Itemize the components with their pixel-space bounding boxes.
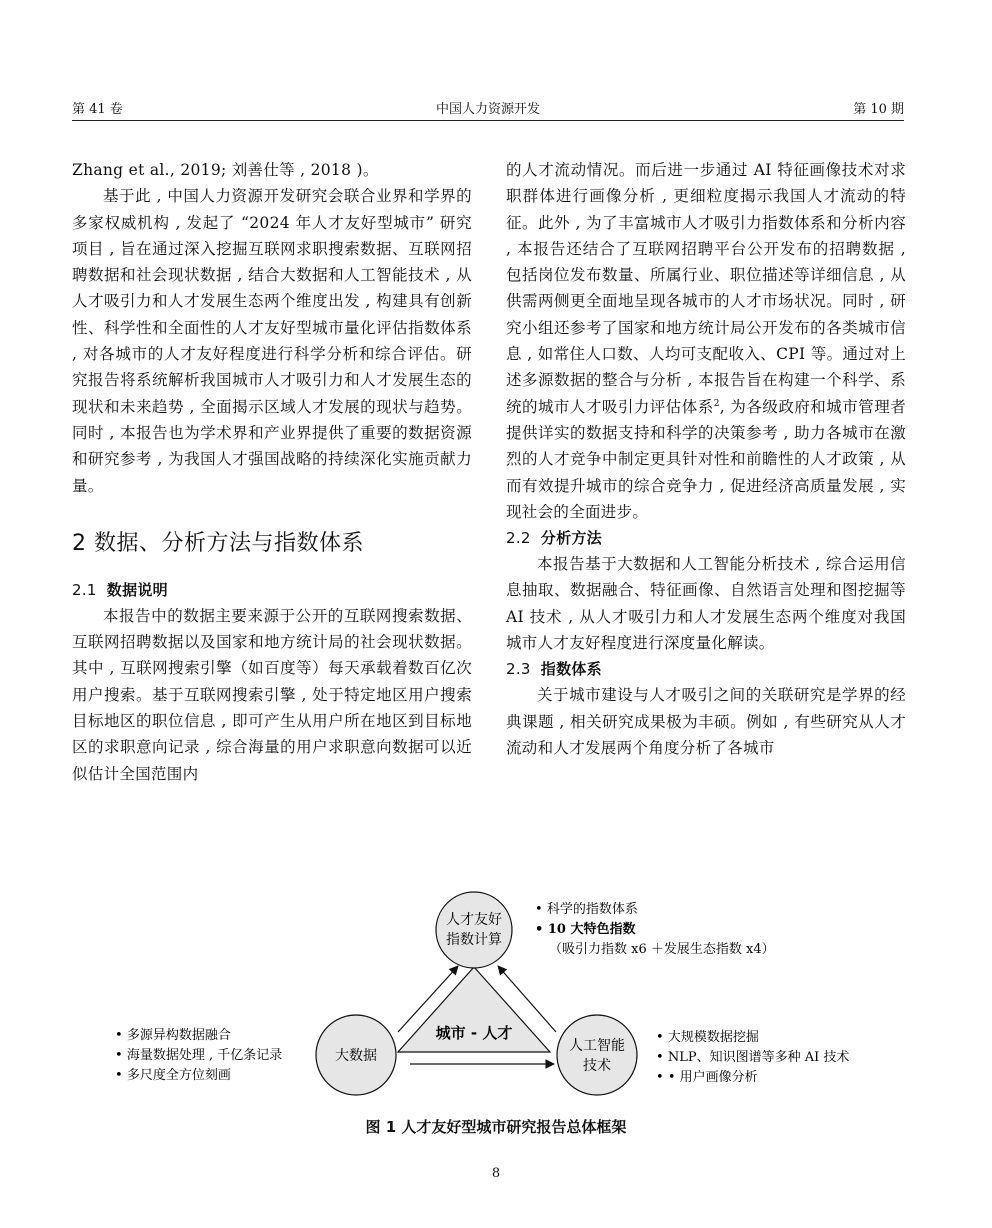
top-bullet-2: • 10 大特色指数: [535, 922, 636, 937]
subsection-number: 2.3: [506, 660, 531, 679]
subsection-title: 分析方法: [540, 529, 602, 548]
paragraph-data-continued: [506, 157, 906, 525]
volume-label: 第 41 卷: [72, 102, 123, 117]
page-number: 8: [491, 1166, 501, 1181]
node-index-calc-line1: 人才友好: [446, 912, 502, 928]
node-ai-line1: 人工智能: [569, 1038, 625, 1054]
subsection-title: 数据说明: [106, 580, 168, 599]
framework-diagram: [0, 860, 992, 1150]
node-big-data-label: 大数据: [335, 1048, 377, 1064]
subsection-number: 2.2: [506, 529, 531, 548]
paragraph-analysis-method: 本报告基于大数据和人工智能分析技术 , 综合运用信息抽取、数据融合、特征画像、自然语言处理和图挖掘等 AI 技术 , 从人才吸引力和人才发展生态两个维度对我国城市人才友好程度进行深度量化解读。: [506, 555, 906, 653]
subsection-2-2-heading: [506, 525, 906, 551]
paragraph-citation-tail: Zhang et al., 2019; 刘善仕等 , 2018 )。: [72, 161, 379, 179]
node-index-calc-line2: 指数计算: [446, 932, 502, 948]
paragraph-project-intro: 基于此 , 中国人力资源开发研究会联合业界和学界的多家权威机构 , 发起了 “2024 年人才友好型城市” 研究项目 , 旨在通过深入挖掘互联网求职搜索数据、互联网招聘数据和社会现状数据 , 结合大数据和人工智能技术 , 从人才吸引力和人才发展生态两个维度出发 , 构建具有创新性、科学性和全面性的人才友好型城市量化评估指数体系 , 对各城市的人才友好程度进行科学分析和综合评估。研究报告将系统解析我国城市人才吸引力和人才发展生态的现状和未来趋势 , 全面揭示区域人才发展的现状与趋势。同时 , 本报告也为学术界和产业界提供了重要的数据资源和研究参考 , 为我国人才强国战略的持续深化实施贡献力量。: [72, 187, 472, 495]
node-ai-line2: 技术: [583, 1058, 611, 1074]
subsection-title: 指数体系: [540, 660, 602, 679]
left-bullet-3: • 多尺度全方位刻画: [115, 1068, 231, 1083]
right-bullet-3: • • 用户画像分析: [656, 1070, 758, 1085]
subsection-number: 2.1: [72, 580, 97, 599]
footnote-marker: 2: [713, 398, 720, 409]
figure-caption: 图 1 人才友好型城市研究报告总体框架: [365, 1118, 627, 1136]
left-bullet-1: • 多源异构数据融合: [115, 1028, 231, 1043]
right-bullet-1: • 大规模数据挖掘: [656, 1030, 759, 1045]
paragraph-index-system: 关于城市建设与人才吸引之间的关联研究是学界的经典课题 , 相关研究成果极为丰硕。例如 , 有些研究从人才流动和人才发展两个角度分析了各城市: [506, 686, 906, 757]
right-bullet-2: • NLP、知识图谱等多种 AI 技术: [656, 1050, 850, 1065]
paragraph-data-description: 本报告中的数据主要来源于公开的互联网搜索数据、互联网招聘数据以及国家和地方统计局的社会现状数据。其中 , 互联网搜索引擎（如百度等）每天承载着数百亿次用户搜索。基于互联网搜索引擎 , 处于特定地区用户搜索目标地区的职位信息 , 即可产生从用户所在地区到目标地区的求职意向记录 , 综合海量的用户求职意向数据可以近似估计全国范围内: [72, 606, 472, 783]
section-title: 2 数据、分析方法与指数体系: [72, 530, 364, 556]
paragraph-text: 的人才流动情况。而后进一步通过 AI 特征画像技术对求职群体进行画像分析 , 更细粒度揭示我国人才流动的特征。此外 , 为了丰富城市人才吸引力指数体系和分析内容 , 本报告还结合了互联网招聘平台公开发布的招聘数据 , 包括岗位发布数量、所属行业、职位描述等详细信息 , 从供需两侧更全面地呈现各城市的人才市场状况。同时 , 研究小组还参考了国家和地方统计局公开发布的各类城市信息 , 如常住人口数、人均可支配收入、CPI 等。通过对上述多源数据的整合与分析 , 本报告旨在构建一个科学、系统的城市人才吸引力评估体系: [506, 161, 906, 416]
node-ai: [557, 1015, 637, 1095]
top-bullet-3: （吸引力指数 x6 ＋发展生态指数 x4）: [549, 942, 775, 957]
subsection-2-3-heading: [506, 656, 906, 682]
paragraph-text: , 为各级政府和城市管理者提供详实的数据支持和科学的决策参考 , 助力各城市在激烈的人才竞争中制定更具针对性和前瞻性的人才政策 , 从而有效提升城市的综合竞争力 , 促进经济高质量发展 , 实现社会的全面进步。: [506, 397, 906, 521]
right-column: [506, 157, 906, 761]
center-label: 城市 - 人才: [435, 1024, 513, 1042]
running-header: [72, 96, 904, 121]
journal-title: 中国人力资源开发: [435, 102, 540, 117]
subsection-2-1-heading: [72, 577, 472, 603]
top-bullet-1: • 科学的指数体系: [535, 902, 638, 917]
issue-label: 第 10 期: [853, 102, 904, 117]
left-column: [72, 157, 472, 787]
node-index-calc: [436, 892, 512, 968]
left-bullet-2: • 海量数据处理 , 千亿条记录: [115, 1048, 283, 1063]
